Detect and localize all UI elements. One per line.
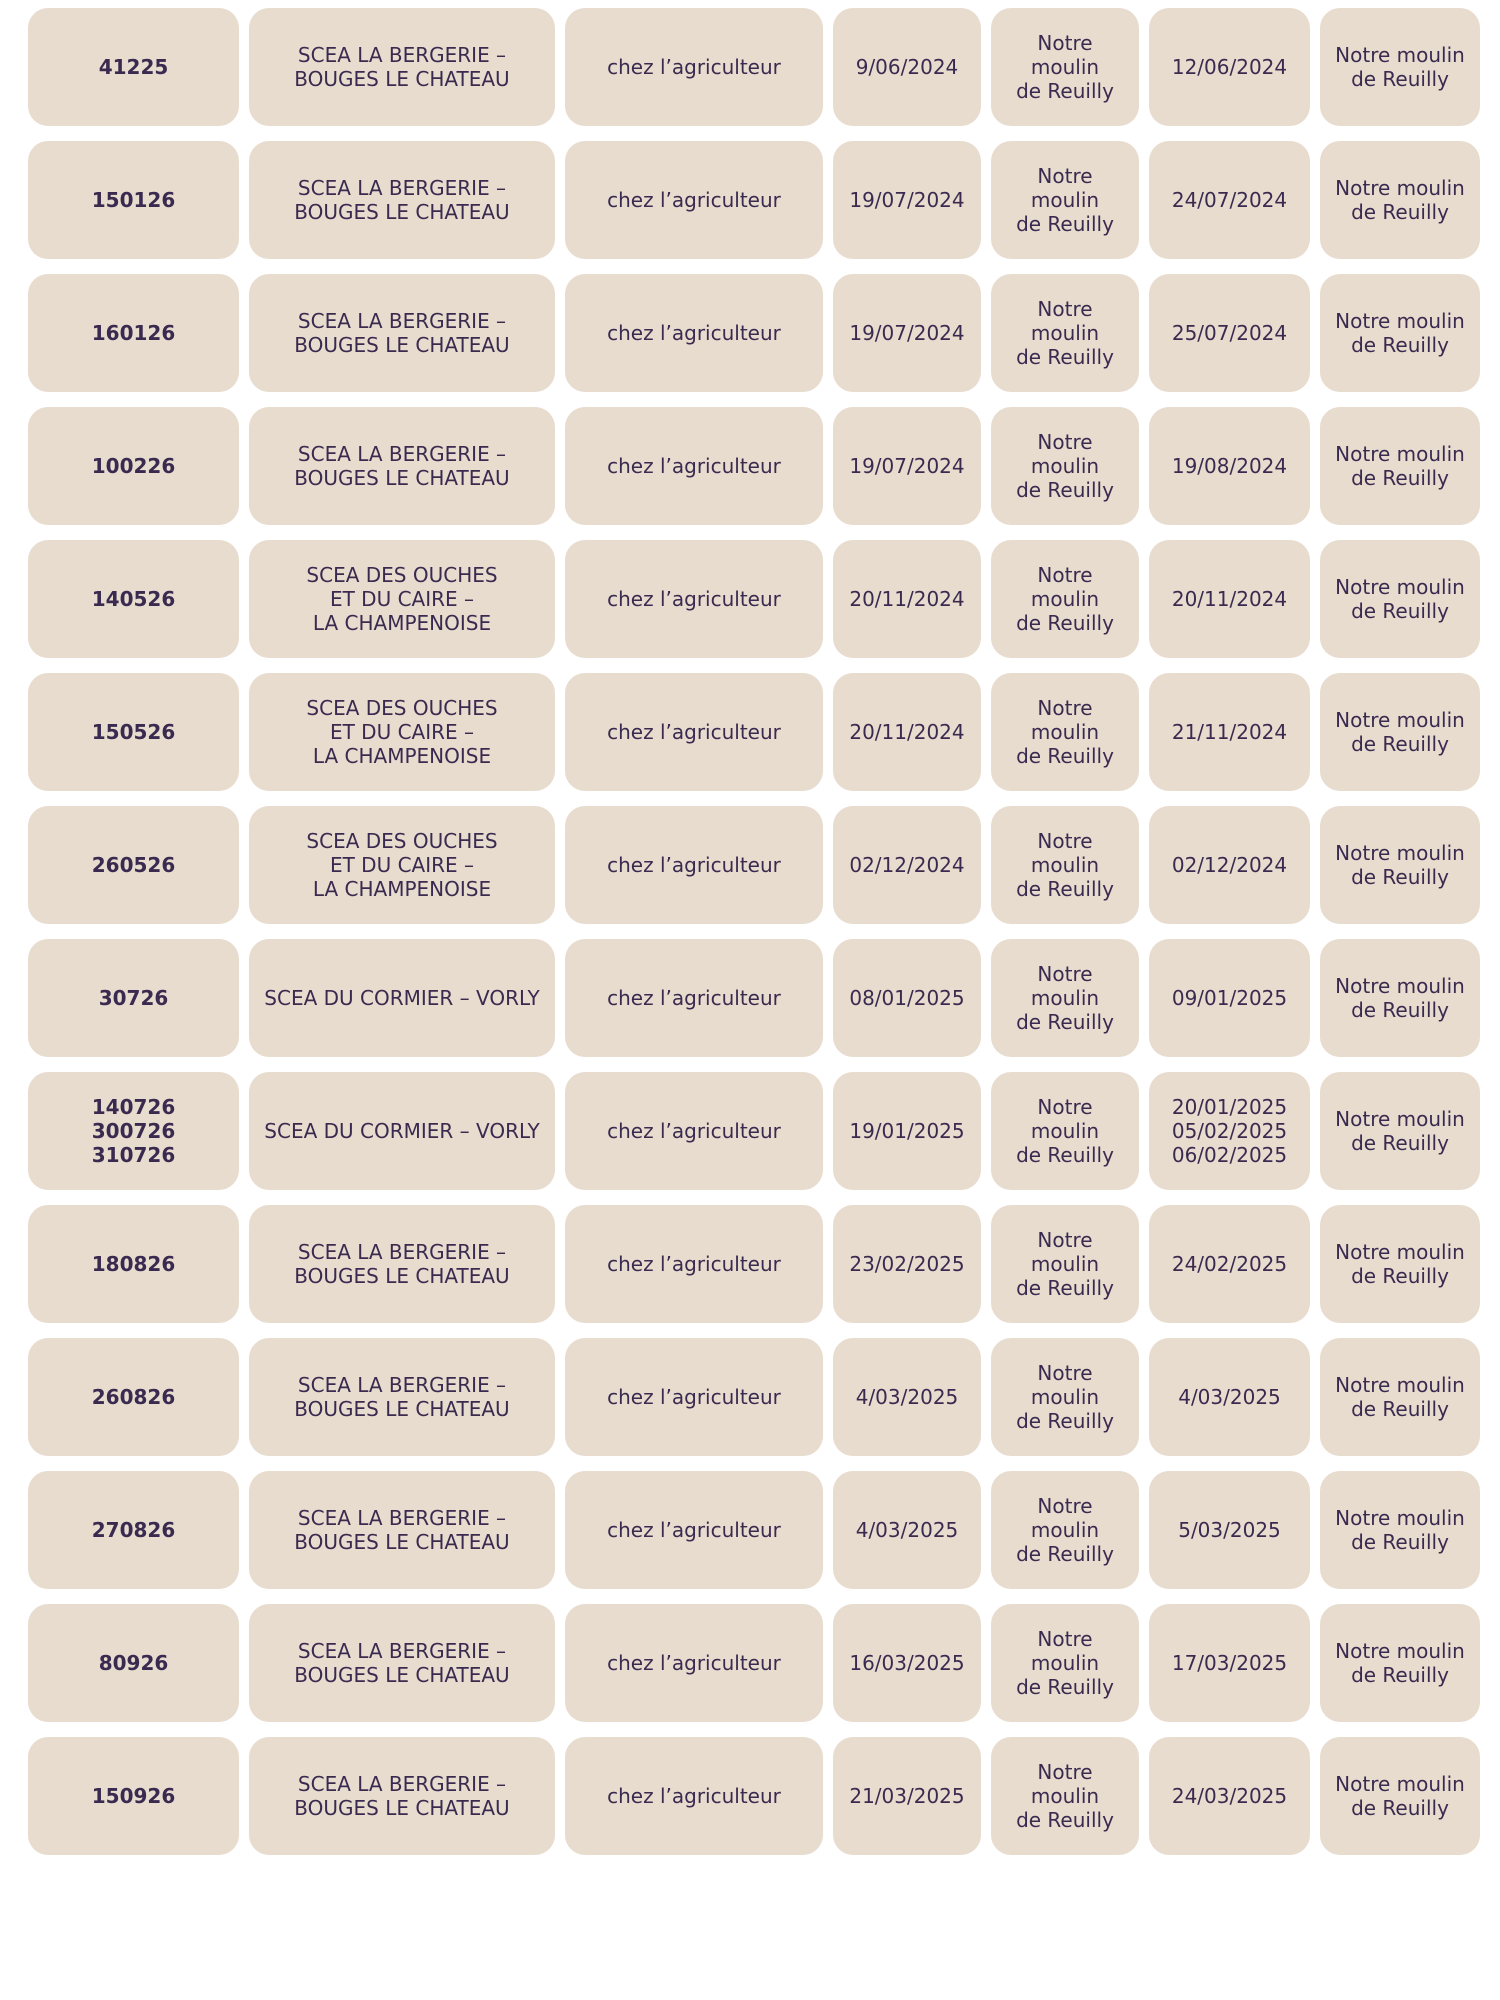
mill-cell: Notre moulin de Reuilly xyxy=(991,8,1139,126)
date-cell: 20/11/2024 xyxy=(833,673,981,791)
date-cell: 20/01/2025 05/02/2025 06/02/2025 xyxy=(1149,1072,1310,1190)
farm-cell: SCEA LA BERGERIE – BOUGES LE CHATEAU xyxy=(249,1338,555,1456)
mill-cell: Notre moulin de Reuilly xyxy=(991,673,1139,791)
mill-cell: Notre moulin de Reuilly xyxy=(991,1471,1139,1589)
lot-number-cell: 270826 xyxy=(28,1471,239,1589)
mill-cell: Notre moulin de Reuilly xyxy=(991,1604,1139,1722)
date-cell: 12/06/2024 xyxy=(1149,8,1310,126)
lot-number-cell: 160126 xyxy=(28,274,239,392)
traceability-table xyxy=(28,8,1480,1870)
mill-cell: Notre moulin de Reuilly xyxy=(991,274,1139,392)
farm-cell: SCEA LA BERGERIE – BOUGES LE CHATEAU xyxy=(249,274,555,392)
mill-cell: Notre moulin de Reuilly xyxy=(1320,1471,1480,1589)
lot-number-cell: 260526 xyxy=(28,806,239,924)
place-cell: chez l’agriculteur xyxy=(565,1604,823,1722)
lot-number-cell: 150126 xyxy=(28,141,239,259)
lot-number-cell: 41225 xyxy=(28,8,239,126)
mill-cell: Notre moulin de Reuilly xyxy=(1320,141,1480,259)
table-row xyxy=(28,1205,1480,1323)
date-cell: 25/07/2024 xyxy=(1149,274,1310,392)
lot-number-cell: 260826 xyxy=(28,1338,239,1456)
date-cell: 9/06/2024 xyxy=(833,8,981,126)
mill-cell: Notre moulin de Reuilly xyxy=(991,1072,1139,1190)
mill-cell: Notre moulin de Reuilly xyxy=(1320,1737,1480,1855)
place-cell: chez l’agriculteur xyxy=(565,540,823,658)
farm-cell: SCEA DES OUCHES ET DU CAIRE – LA CHAMPENOISE xyxy=(249,540,555,658)
place-cell: chez l’agriculteur xyxy=(565,673,823,791)
place-cell: chez l’agriculteur xyxy=(565,806,823,924)
mill-cell: Notre moulin de Reuilly xyxy=(1320,806,1480,924)
mill-cell: Notre moulin de Reuilly xyxy=(991,540,1139,658)
table-row xyxy=(28,1338,1480,1456)
lot-number-cell: 150926 xyxy=(28,1737,239,1855)
mill-cell: Notre moulin de Reuilly xyxy=(991,1338,1139,1456)
table-row xyxy=(28,141,1480,259)
place-cell: chez l’agriculteur xyxy=(565,274,823,392)
farm-cell: SCEA DES OUCHES ET DU CAIRE – LA CHAMPENOISE xyxy=(249,673,555,791)
date-cell: 5/03/2025 xyxy=(1149,1471,1310,1589)
farm-cell: SCEA LA BERGERIE – BOUGES LE CHATEAU xyxy=(249,1205,555,1323)
date-cell: 4/03/2025 xyxy=(833,1338,981,1456)
mill-cell: Notre moulin de Reuilly xyxy=(991,939,1139,1057)
date-cell: 20/11/2024 xyxy=(1149,540,1310,658)
place-cell: chez l’agriculteur xyxy=(565,8,823,126)
mill-cell: Notre moulin de Reuilly xyxy=(1320,1338,1480,1456)
place-cell: chez l’agriculteur xyxy=(565,939,823,1057)
mill-cell: Notre moulin de Reuilly xyxy=(991,1205,1139,1323)
mill-cell: Notre moulin de Reuilly xyxy=(1320,1072,1480,1190)
lot-number-cell: 180826 xyxy=(28,1205,239,1323)
date-cell: 21/03/2025 xyxy=(833,1737,981,1855)
farm-cell: SCEA LA BERGERIE – BOUGES LE CHATEAU xyxy=(249,8,555,126)
date-cell: 24/02/2025 xyxy=(1149,1205,1310,1323)
place-cell: chez l’agriculteur xyxy=(565,1471,823,1589)
mill-cell: Notre moulin de Reuilly xyxy=(1320,274,1480,392)
lot-number-cell: 80926 xyxy=(28,1604,239,1722)
date-cell: 19/07/2024 xyxy=(833,274,981,392)
mill-cell: Notre moulin de Reuilly xyxy=(991,1737,1139,1855)
date-cell: 24/03/2025 xyxy=(1149,1737,1310,1855)
mill-cell: Notre moulin de Reuilly xyxy=(1320,1604,1480,1722)
date-cell: 09/01/2025 xyxy=(1149,939,1310,1057)
date-cell: 20/11/2024 xyxy=(833,540,981,658)
table-row xyxy=(28,1471,1480,1589)
mill-cell: Notre moulin de Reuilly xyxy=(1320,540,1480,658)
mill-cell: Notre moulin de Reuilly xyxy=(991,141,1139,259)
date-cell: 19/07/2024 xyxy=(833,407,981,525)
date-cell: 4/03/2025 xyxy=(833,1471,981,1589)
farm-cell: SCEA LA BERGERIE – BOUGES LE CHATEAU xyxy=(249,1604,555,1722)
table-row xyxy=(28,673,1480,791)
mill-cell: Notre moulin de Reuilly xyxy=(1320,1205,1480,1323)
mill-cell: Notre moulin de Reuilly xyxy=(1320,407,1480,525)
date-cell: 21/11/2024 xyxy=(1149,673,1310,791)
place-cell: chez l’agriculteur xyxy=(565,407,823,525)
mill-cell: Notre moulin de Reuilly xyxy=(1320,8,1480,126)
table-row xyxy=(28,274,1480,392)
date-cell: 19/07/2024 xyxy=(833,141,981,259)
mill-cell: Notre moulin de Reuilly xyxy=(991,407,1139,525)
lot-number-cell: 140726 300726 310726 xyxy=(28,1072,239,1190)
farm-cell: SCEA LA BERGERIE – BOUGES LE CHATEAU xyxy=(249,407,555,525)
date-cell: 08/01/2025 xyxy=(833,939,981,1057)
date-cell: 23/02/2025 xyxy=(833,1205,981,1323)
mill-cell: Notre moulin de Reuilly xyxy=(1320,939,1480,1057)
farm-cell: SCEA DU CORMIER – VORLY xyxy=(249,939,555,1057)
place-cell: chez l’agriculteur xyxy=(565,1338,823,1456)
place-cell: chez l’agriculteur xyxy=(565,1737,823,1855)
place-cell: chez l’agriculteur xyxy=(565,1205,823,1323)
date-cell: 4/03/2025 xyxy=(1149,1338,1310,1456)
table-row xyxy=(28,806,1480,924)
mill-cell: Notre moulin de Reuilly xyxy=(991,806,1139,924)
table-row xyxy=(28,407,1480,525)
place-cell: chez l’agriculteur xyxy=(565,1072,823,1190)
lot-number-cell: 150526 xyxy=(28,673,239,791)
date-cell: 19/01/2025 xyxy=(833,1072,981,1190)
lot-number-cell: 30726 xyxy=(28,939,239,1057)
farm-cell: SCEA DU CORMIER – VORLY xyxy=(249,1072,555,1190)
mill-cell: Notre moulin de Reuilly xyxy=(1320,673,1480,791)
farm-cell: SCEA LA BERGERIE – BOUGES LE CHATEAU xyxy=(249,1737,555,1855)
place-cell: chez l’agriculteur xyxy=(565,141,823,259)
date-cell: 19/08/2024 xyxy=(1149,407,1310,525)
table-row xyxy=(28,1737,1480,1855)
farm-cell: SCEA DES OUCHES ET DU CAIRE – LA CHAMPENOISE xyxy=(249,806,555,924)
date-cell: 02/12/2024 xyxy=(833,806,981,924)
lot-number-cell: 140526 xyxy=(28,540,239,658)
date-cell: 02/12/2024 xyxy=(1149,806,1310,924)
date-cell: 16/03/2025 xyxy=(833,1604,981,1722)
date-cell: 24/07/2024 xyxy=(1149,141,1310,259)
table-row xyxy=(28,939,1480,1057)
table-row xyxy=(28,1072,1480,1190)
date-cell: 17/03/2025 xyxy=(1149,1604,1310,1722)
lot-number-cell: 100226 xyxy=(28,407,239,525)
table-row xyxy=(28,540,1480,658)
farm-cell: SCEA LA BERGERIE – BOUGES LE CHATEAU xyxy=(249,141,555,259)
farm-cell: SCEA LA BERGERIE – BOUGES LE CHATEAU xyxy=(249,1471,555,1589)
table-row xyxy=(28,1604,1480,1722)
table-row xyxy=(28,8,1480,126)
